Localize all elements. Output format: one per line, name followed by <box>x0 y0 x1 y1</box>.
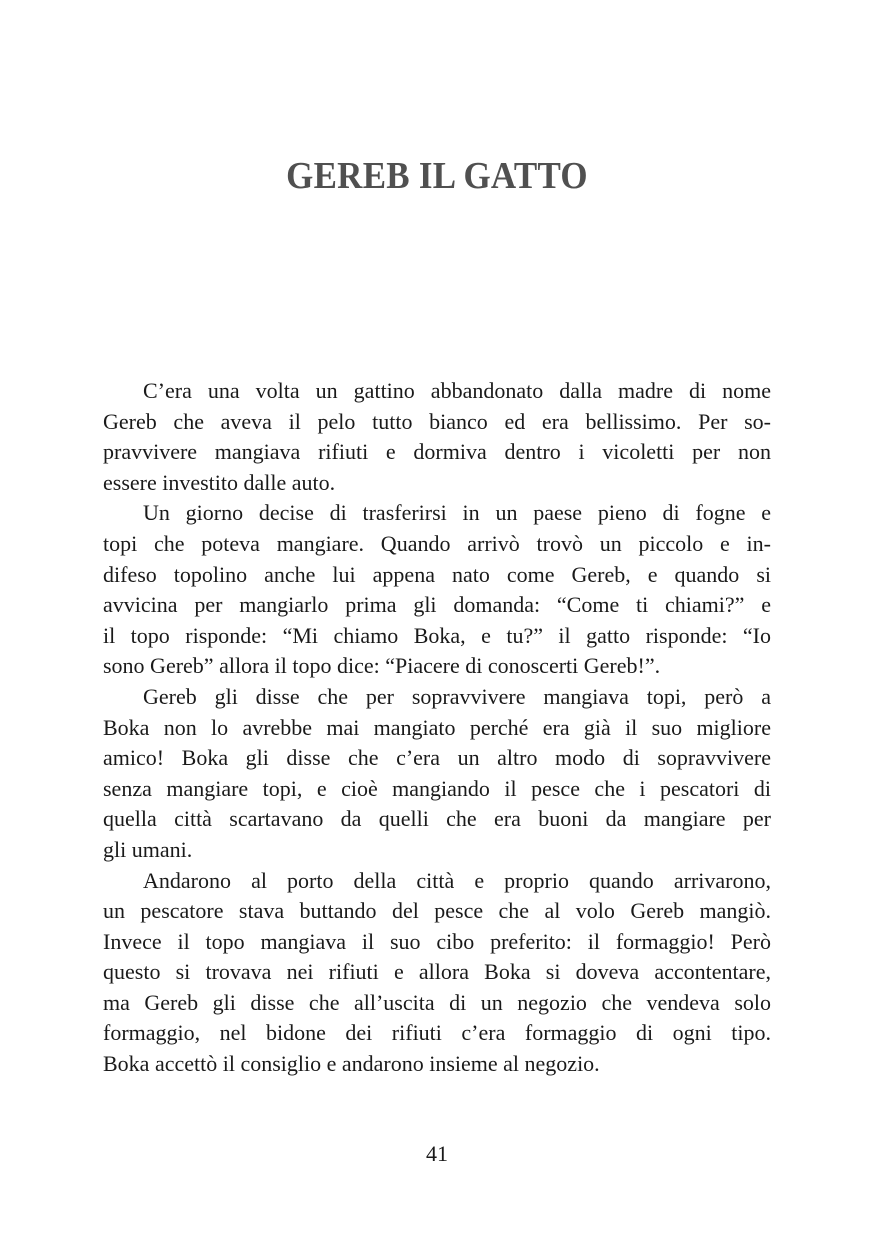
chapter-title: GEREB IL GATTO <box>286 155 588 197</box>
text-line: topi che poteva mangiare. Quando arrivò trovò un piccolo e in- <box>103 530 771 556</box>
chapter-body <box>103 376 771 1080</box>
text-line: amico! Boka gli disse che c’era un altro modo di sopravvivere <box>103 745 771 771</box>
text-line: Gereb che aveva il pelo tutto bianco ed era bellissimo. Per so- <box>103 408 771 434</box>
text-line: essere investito dalle auto. <box>103 469 336 495</box>
text-line: senza mangiare topi, e cioè mangiando il pesce che i pescatori di <box>103 775 771 801</box>
paragraph <box>103 682 771 866</box>
paragraph <box>103 376 771 498</box>
text-line: avvicina per mangiarlo prima gli domanda: “Come ti chiami?” e <box>103 592 771 618</box>
text-line: pravvivere mangiava rifiuti e dormiva dentro i vicoletti per non <box>103 439 771 465</box>
text-line: quella città scartavano da quelli che era buoni da mangiare per <box>103 806 771 832</box>
text-line: difeso topolino anche lui appena nato come Gereb, e quando si <box>103 561 771 587</box>
text-line: Invece il topo mangiava il suo cibo preferito: il formaggio! Però <box>103 928 771 954</box>
text-line: Boka accettò il consiglio e andarono insieme al negozio. <box>103 1051 600 1077</box>
text-line: Gereb gli disse che per sopravvivere mangiava topi, però a <box>143 683 771 709</box>
text-line: il topo risponde: “Mi chiamo Boka, e tu?” il gatto risponde: “Io <box>103 622 771 648</box>
text-line: C’era una volta un gattino abbandonato dalla madre di nome <box>143 378 771 403</box>
text-line: ma Gereb gli disse che all’uscita di un negozio che vendeva solo <box>103 989 771 1015</box>
paragraph <box>103 498 771 682</box>
text-line: sono Gereb” allora il topo dice: “Piacere di conoscerti Gereb!”. <box>103 653 661 679</box>
text-line: un pescatore stava buttando del pesce che al volo Gereb mangiò. <box>103 898 771 924</box>
text-line: gli umani. <box>103 836 193 862</box>
text-line: Un giorno decise di trasferirsi in un paese pieno di fogne e <box>143 500 771 526</box>
text-line: questo si trovava nei rifiuti e allora Boka si doveva accontentare, <box>103 959 771 985</box>
text-line: Andarono al porto della città e proprio quando arrivarono, <box>143 867 771 893</box>
page-number: 41 <box>426 1141 448 1166</box>
text-line: Boka non lo avrebbe mai mangiato perché era già il suo migliore <box>103 714 771 740</box>
text-line: formaggio, nel bidone dei rifiuti c’era formaggio di ogni tipo. <box>103 1020 771 1046</box>
paragraph <box>103 866 771 1080</box>
